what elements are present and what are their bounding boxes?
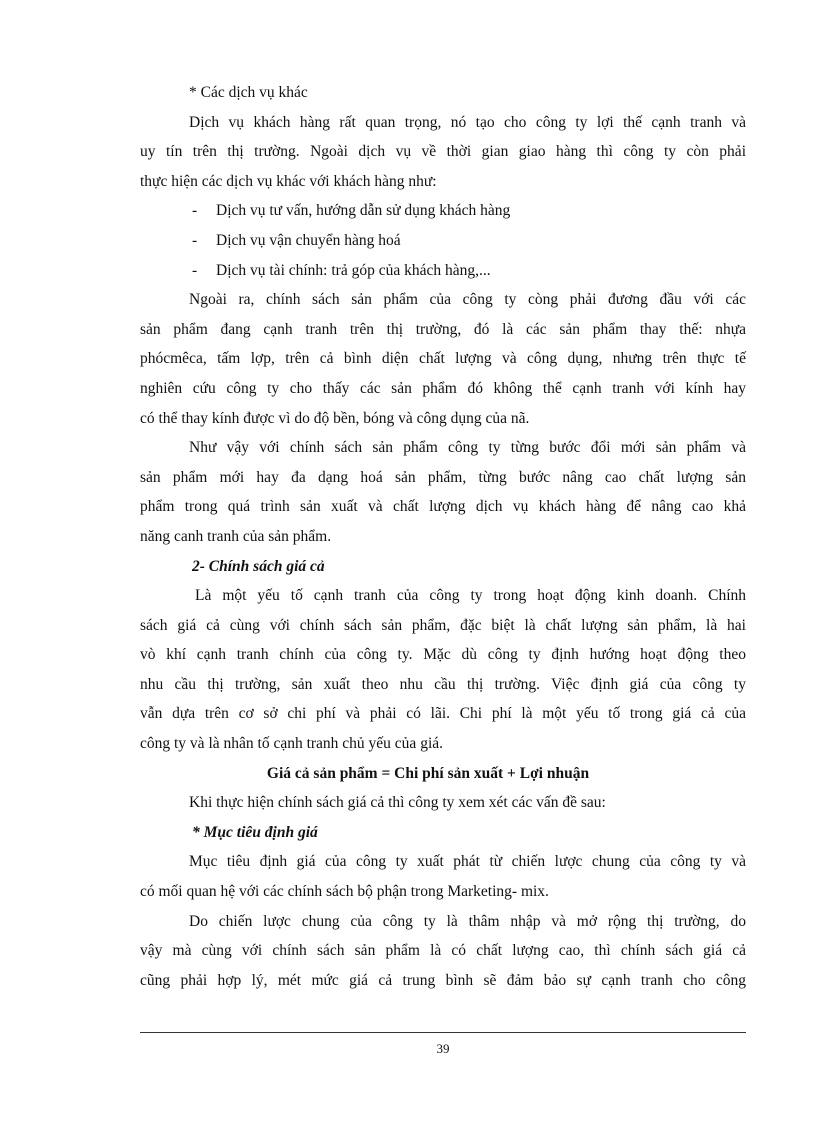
text-line: sách giá cả cùng với chính sách sản phẩm, đặc biệt là chất lượng sản phẩm, là hai (140, 616, 746, 634)
text-line: vậy mà cùng với chính sách sản phẩm là có chất lượng cao, thì chính sách giá cả (140, 942, 746, 960)
text-line: Do chiến lược chung của công ty là thâm nhập và mở rộng thị trường, do (189, 912, 746, 930)
section-heading: * Mục tiêu định giá (192, 823, 318, 841)
bullet-item (140, 196, 746, 226)
text-line: Mục tiêu định giá của công ty xuất phát từ chiến lược chung của công ty và (189, 853, 746, 871)
bullet-marker: - (192, 202, 198, 220)
bullet-text: Dịch vụ tài chính: trả góp của khách hàng,... (216, 261, 491, 279)
text-line: vẫn dựa trên cơ sở chi phí và phải có lãi. Chi phí là một yếu tố trong giá cả của (140, 705, 746, 723)
bullet-text: Dịch vụ vận chuyển hàng hoá (216, 231, 401, 249)
formula-line: Giá cả sản phẩm = Chi phí sản xuất + Lợi nhuận (266, 764, 590, 782)
text-line: có thể thay kính được vì do độ bền, bóng và công dụng của nã. (140, 409, 530, 427)
text-line: phẩm trong quá trình sản xuất và chất lượng dịch vụ khách hàng để nâng cao khả (140, 498, 746, 516)
text-line: uy tín trên thị trường. Ngoài dịch vụ về thời gian giao hàng thì công ty còn phải (140, 143, 746, 161)
text-line: thực hiện các dịch vụ khác với khách hàng như: (140, 172, 437, 190)
text-line: nhu cầu thị trường, sản xuất theo nhu cầu thị trường. Việc định giá của công ty (140, 675, 746, 693)
text-line: sản phẩm mới hay đa dạng hoá sản phẩm, từng bước nâng cao chất lượng sản (140, 468, 746, 486)
text-line: Dịch vụ khách hàng rất quan trọng, nó tạo cho công ty lợi thế cạnh tranh và (189, 113, 746, 131)
text-line: Là một yếu tố cạnh tranh của công ty trong hoạt động kinh doanh. Chính (195, 587, 746, 605)
bullet-marker: - (192, 231, 198, 249)
text-line: nghiên cứu công ty cho thấy các sản phẩm đó không thể cạnh tranh với kính hay (140, 379, 746, 397)
bullet-item (140, 226, 746, 256)
page-number: 39 (436, 1041, 450, 1056)
section-heading: 2- Chính sách giá cả (192, 557, 325, 575)
text-line: công ty và là nhân tố cạnh tranh chủ yếu của giá. (140, 735, 443, 753)
bullet-text: Dịch vụ tư vấn, hướng dẫn sử dụng khách hàng (216, 202, 511, 220)
document-body (140, 78, 746, 995)
text-line: sản phẩm đang cạnh tranh trên thị trường, đó là các sản phẩm thay thế: nhựa (140, 320, 746, 338)
footer-divider (140, 1032, 746, 1033)
text-line: năng canh tranh của sản phẩm. (140, 527, 332, 545)
bullet-item (140, 256, 746, 286)
text-line: * Các dịch vụ khác (189, 84, 308, 101)
text-line: có mối quan hệ với các chính sách bộ phận trong Marketing- mix. (140, 883, 549, 901)
bullet-marker: - (192, 261, 198, 279)
text-line: Như vậy với chính sách sản phẩm công ty từng bước đổi mới sản phẩm và (189, 439, 746, 457)
text-line: phócmêca, tấm lợp, trên cả bình diện chất lượng và công dụng, nhưng trên thực tế (140, 350, 746, 368)
text-line: vò khí cạnh tranh chính của công ty. Mặc dù công ty định hướng hoạt động theo (140, 646, 746, 664)
text-line: cũng phải hợp lý, mét mức giá cả trung bình sẽ đảm bảo sự cạnh tranh cho công (140, 971, 746, 989)
text-line: Khi thực hiện chính sách giá cả thì công ty xem xét các vấn đề sau: (189, 794, 606, 812)
text-line: Ngoài ra, chính sách sản phẩm của công ty còng phải đương đầu với các (189, 291, 746, 309)
